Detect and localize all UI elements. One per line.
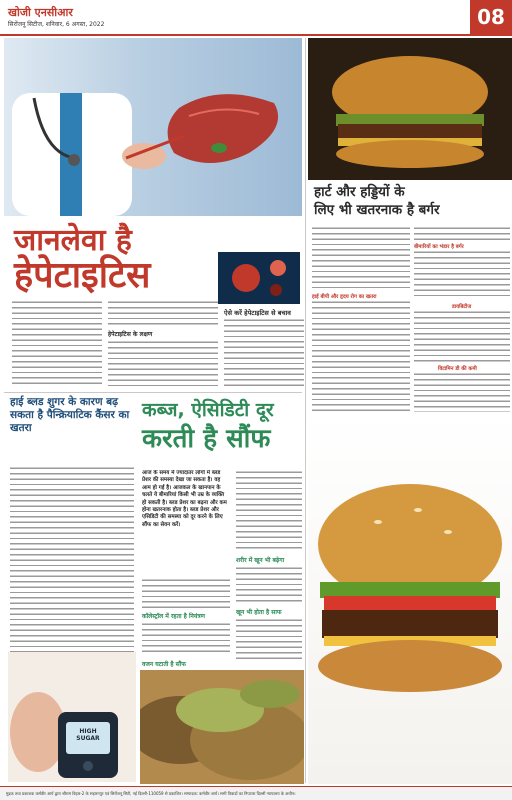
fennel-seeds-image xyxy=(140,670,304,784)
virus-image xyxy=(218,252,300,304)
burger-image-top xyxy=(308,38,512,180)
burger-body-col2-top xyxy=(414,226,510,240)
burger-headline-line2: लिए भी खतरनाक है बर्गर xyxy=(314,202,440,218)
burger-subhead-diabetes: डायबिटीज xyxy=(452,304,472,310)
fennel-subhead-cholesterol: कॉलेस्ट्रॉल में रहता है नियंत्रण xyxy=(142,613,205,620)
burger-subhead-kidney: बीमारियों का भंडार है बर्गर xyxy=(414,244,464,250)
fennel-lead: आज के समय में ज्यादातर लोगों में ब्लड प्रेशर की समस्या देखा जा सकता है। वह आम हो गई है। आजकल के खानपान के चलते ये बीमारियां किसी भी उम्र के व्यक्ति हो सकती है। ब्लड प्रेशर का बढ़ना और कम होना खतरनाक होता है। ब्लड प्रेशर और एसिडिटी की समस्या को दूर करने के लिए सौंफ का सेवन करें। xyxy=(142,470,227,528)
sugar-headline: हाई ब्लड शुगर के कारण बढ़ सकता है पैन्क्रियाटिक कैंसर का खतरा xyxy=(10,396,130,434)
masthead xyxy=(0,0,512,36)
burger-headline-line1: हार्ट और हड्डियों के xyxy=(314,184,405,200)
hepatitis-image xyxy=(4,38,302,216)
page-number: 08 xyxy=(470,0,512,34)
fennel-body-col2-top xyxy=(236,470,302,550)
glucometer-readout: HIGH SUGAR xyxy=(76,728,100,742)
hepatitis-headline-line2: हेपेटाइटिस xyxy=(14,255,151,296)
hepatitis-body-col2 xyxy=(108,300,218,328)
fennel-headline-line1: कब्ज, ऐसिडिटी दूर xyxy=(142,399,274,421)
burger-subhead-heart: हाई बीपी और हृदय रोग का खतरा xyxy=(312,294,377,300)
burger-body-col2-bottom xyxy=(414,372,510,412)
fennel-headline-line2: करती है सौंफ xyxy=(142,424,271,454)
burger-subhead-vitamin: विटामिन डी की कमी xyxy=(438,366,477,372)
column-divider xyxy=(305,38,306,783)
burger-body-col1-top xyxy=(312,226,410,288)
fennel-subhead-blood: शरीर में खून भी बढ़ेगा xyxy=(236,557,285,564)
burger-body-col2-mid xyxy=(414,250,510,298)
fennel-body-col2-bottom xyxy=(236,618,302,662)
issue-date: सिरोंजनू सिटीज, शनिवार, 6 अगस्त, 2022 xyxy=(8,21,105,28)
hepatitis-body-col1 xyxy=(12,300,102,388)
section-divider xyxy=(4,392,302,393)
hepatitis-prevention-heading: ऐसे करें हेपेटाइटिस से बचाव xyxy=(224,309,291,317)
sugar-body-col1 xyxy=(10,466,134,652)
fennel-body-col1-mid xyxy=(142,622,230,656)
burger-body-col1-bottom xyxy=(312,300,410,412)
footer-imprint: मुद्रक तथा प्रकाशक कर्मवीर आर्य द्वारा श्रीराम विहार-2 के सहारनपुर एवं सिरोंजनू सिटी, नई दिल्ली-110059 से प्रकाशित। सम्पादक: कर्मवीर आर्य। सभी विवादों का निपटारा दिल्ली न्यायालय के अधीन। xyxy=(0,786,512,800)
glucometer-image xyxy=(8,652,136,782)
fennel-body-col2-mid xyxy=(236,566,302,604)
hepatitis-prevention-text xyxy=(224,318,304,388)
fennel-subhead-purify: खून भी होता है साफ xyxy=(236,609,282,616)
burger-image-bottom xyxy=(308,414,512,784)
hepatitis-headline-line1: जानलेवा है xyxy=(14,223,132,258)
burger-body-col2-mid2 xyxy=(414,310,510,362)
fennel-subhead-weight: वजन घटाती है सौंफ xyxy=(142,661,186,668)
fennel-body-col1 xyxy=(142,578,230,608)
hepatitis-symptoms-heading: हेपेटाइटिस के लक्षण xyxy=(108,331,153,338)
newspaper-title: खोजी एनसीआर xyxy=(8,6,73,19)
hepatitis-symptoms-list xyxy=(108,340,218,388)
